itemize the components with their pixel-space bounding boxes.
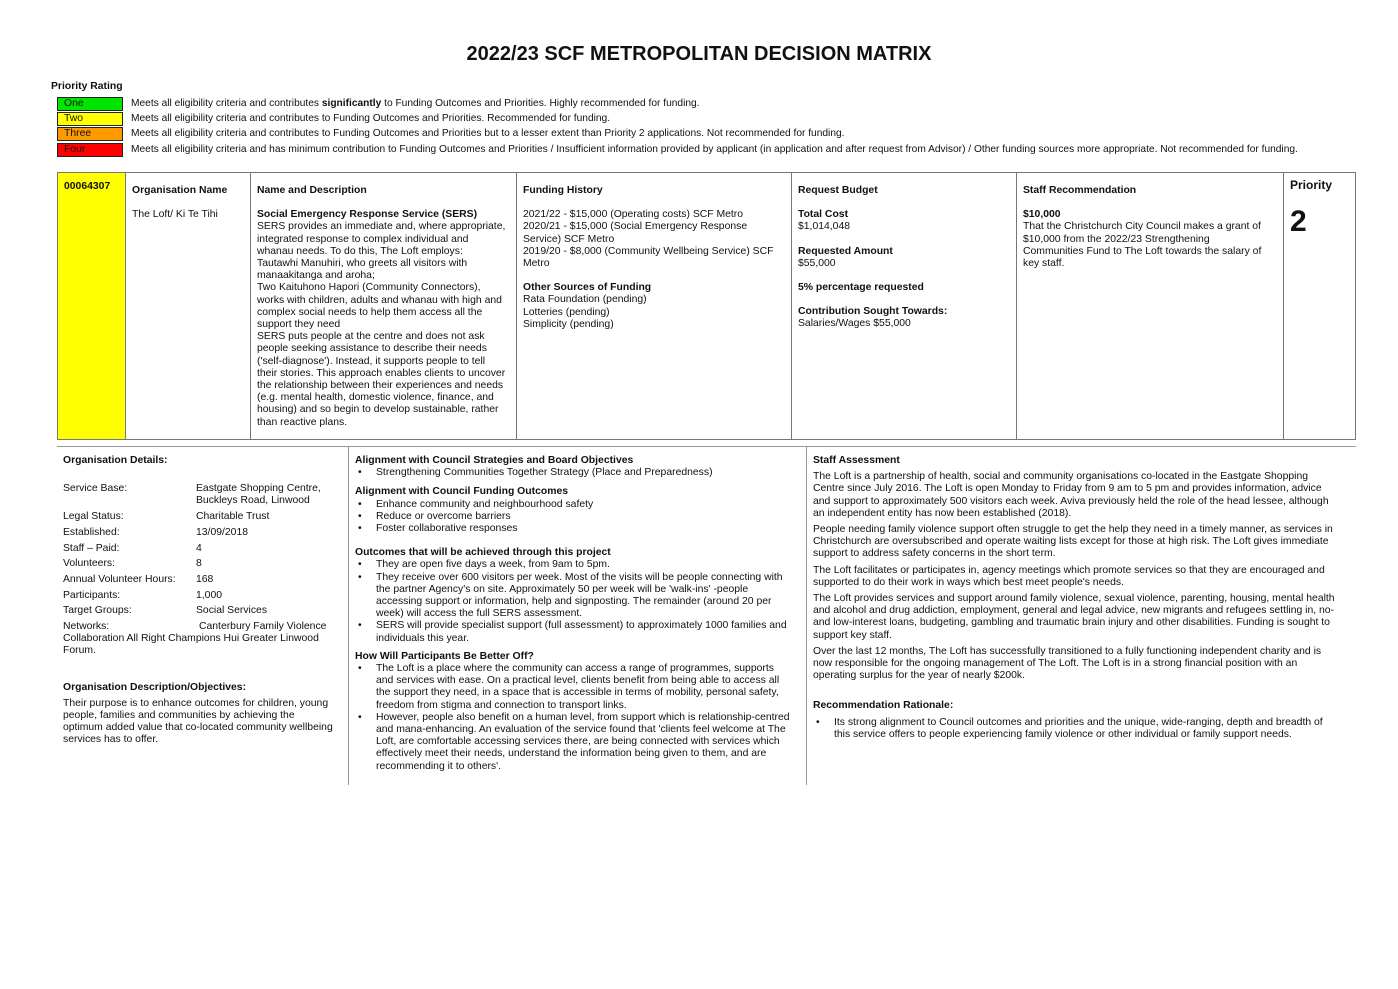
total-cost-label: Total Cost	[798, 209, 849, 221]
rationale-item-line: this service offers to people experiencing family violence or other individual or family support needs.	[834, 728, 1292, 740]
application-id: 00064307	[64, 181, 111, 192]
rationale-item-line: • Its strong alignment to Council outcomes and priorities and the unique, wide-ranging, depth and breadth of	[834, 716, 1323, 728]
contribution-label: Contribution Sought Towards:	[798, 306, 948, 318]
assessment-line: an independent entity has now been established (2018).	[813, 507, 1072, 519]
funding-history-line: 2019/20 - $8,000 (Community Wellbeing Service) SCF	[523, 245, 774, 257]
staff-assessment-text	[813, 471, 1353, 682]
project-outcomes-list	[355, 559, 803, 644]
other-sources-list	[523, 294, 785, 331]
requested-amount-label: Requested Amount	[798, 245, 893, 257]
org-detail-value	[196, 605, 267, 617]
org-detail-value-line: 13/09/2018	[196, 526, 249, 538]
contribution-value: Salaries/Wages $55,000	[798, 318, 911, 330]
funding-outcome-item	[355, 499, 803, 511]
better-off-header: How Will Participants Be Better Off?	[355, 650, 534, 662]
rationale-list	[813, 717, 1353, 741]
staff-assessment-header: Staff Assessment	[813, 455, 900, 466]
rationale-header: Recommendation Rationale:	[813, 700, 954, 712]
priority-level-row	[57, 143, 1298, 157]
staff-recommendation-line: That the Christchurch City Council makes a grant of	[1023, 221, 1261, 233]
request-budget-cell	[791, 173, 1016, 439]
project-outcome-item	[355, 572, 803, 621]
priority-description: Meets all eligibility criteria and contributes to Funding Outcomes and Priorities. Recommended for funding.	[131, 112, 611, 124]
other-source-item: Simplicity (pending)	[523, 318, 614, 330]
assessment-line: support key staff.	[813, 629, 892, 641]
project-outcome-item-line: individuals this year.	[376, 632, 469, 644]
assessment-line: operating surplus for the year of nearly $200k.	[813, 670, 1025, 682]
better-off-item-line: • The Loft is a place where the community can access a range of programmes, supports	[376, 663, 774, 675]
org-detail-value-line: 8	[196, 558, 202, 570]
strategy-item	[355, 467, 803, 479]
column-divider-left	[348, 447, 349, 785]
better-off-item-line: recommending it to others'.	[376, 760, 501, 772]
org-detail-value	[196, 590, 222, 602]
org-details-header: Organisation Details:	[63, 455, 168, 466]
org-detail-label: Service Base:	[63, 483, 128, 495]
org-description-line: services has to offer.	[63, 734, 159, 746]
org-networks-row	[63, 621, 343, 633]
staff-recommendation-amount: $10,000	[1023, 209, 1061, 221]
alignment-section	[355, 455, 803, 773]
priority-description-emphasis: significantly	[321, 97, 382, 109]
better-off-item	[355, 712, 803, 773]
org-detail-label: Target Groups:	[63, 605, 132, 617]
description-line: housing) and so begin to develop sustainable, rather	[257, 404, 499, 416]
request-budget-header: Request Budget	[798, 185, 878, 196]
org-networks-line: Collaboration All Right Champions Hui Greater Linwood	[63, 633, 319, 645]
description-line: integrated response to complex individual and	[257, 233, 469, 245]
assessment-paragraph	[813, 471, 1353, 520]
org-detail-value	[196, 527, 248, 539]
project-outcome-item	[355, 620, 803, 644]
description-line: whanau needs. To do this, The Loft employs:	[257, 245, 463, 257]
better-off-item-line: Loft, are comfortable accessing services there, are being connected with services which	[376, 736, 780, 748]
org-description-line: optimum added value that co-located community wellbeing	[63, 722, 333, 734]
funding-history-line: Service) SCF Metro	[523, 233, 615, 245]
assessment-line: Over the last 12 months, The Loft has successfully transitioned to a fully functioning independent charity and is	[813, 645, 1322, 657]
org-name-cell	[125, 173, 250, 439]
priority-description: Meets all eligibility criteria and contributes to Funding Outcomes and Priorities but to a lesser extent than Priority 2 applications. Not recommended for funding.	[131, 127, 845, 139]
description-line: complex social needs to help them access all the	[257, 306, 483, 318]
assessment-paragraph	[813, 524, 1353, 561]
rationale-item	[813, 717, 1353, 741]
org-detail-label: Established:	[63, 526, 120, 538]
description-line: than reactive plans.	[257, 416, 348, 428]
better-off-item-line: • However, people also benefit on a human level, from support which is relationship-centred	[376, 711, 790, 723]
assessment-paragraph	[813, 565, 1353, 589]
assessment-paragraph	[813, 646, 1353, 683]
other-source-item: Rata Foundation (pending)	[523, 294, 647, 306]
assessment-line: The Loft is a partnership of health, social and community organisations co-located in the Eastgate Shopping	[813, 471, 1309, 483]
org-detail-row	[63, 558, 343, 570]
staff-recommendation-line: key staff.	[1023, 258, 1065, 270]
priority-header: Priority	[1290, 178, 1333, 192]
funding-history-line: 2020/21 - $15,000 (Social Emergency Response	[523, 221, 748, 233]
priority-rating-label: Priority Rating	[51, 81, 123, 92]
better-off-list	[355, 663, 803, 773]
org-name-header: Organisation Name	[132, 185, 228, 196]
better-off-item-line: and services with ease. On a practical level, clients benefit from being able to access all	[376, 675, 780, 687]
org-detail-label: Annual Volunteer Hours:	[63, 573, 176, 585]
project-outcome-item-line: accessing support or information, help and signposting. The remainder (around 20 per	[376, 596, 772, 608]
org-detail-row	[63, 574, 343, 586]
requested-amount-value: $55,000	[798, 257, 836, 269]
staff-recommendation-line: $10,000 from the 2022/23 Strengthening	[1023, 233, 1210, 245]
better-off-item	[355, 663, 803, 712]
org-detail-value-line: Social Services	[196, 605, 268, 617]
description-line: ('self-diagnose'). Instead, it supports people to tell	[257, 355, 486, 367]
org-detail-value-line: 1,000	[196, 589, 223, 601]
funding-history-line: Metro	[523, 258, 550, 270]
description-line: (e.g. mental health, domestic violence, finance, and	[257, 392, 494, 404]
org-networks-continued	[63, 633, 343, 657]
project-outcomes-header: Outcomes that will be achieved through this project	[355, 547, 611, 559]
description-line: their stories. This approach enables clients to uncover	[257, 367, 506, 379]
better-off-item-line: the support they need, in a space that is accessible in terms of mobility, personal safety,	[376, 687, 779, 699]
org-detail-value-line: 4	[196, 542, 202, 554]
assessment-line: now responsible for the ongoing management of The Loft. The Loft is in a strong financial position with an	[813, 658, 1298, 670]
assessment-line: The Loft provides services and support around family violence, sexual violence, parenting, housing, mental health	[813, 593, 1335, 605]
staff-recommendation-header: Staff Recommendation	[1023, 185, 1137, 196]
org-description-line: Their purpose is to enhance outcomes for children, young	[63, 697, 329, 709]
project-outcome-item-line: • They are open five days a week, from 9am to 5pm.	[376, 559, 610, 571]
better-off-item-line: effectively meet their needs, understand the information being given to them, and are	[376, 748, 767, 760]
org-name: The Loft/ Ki Te Tihi	[132, 209, 218, 221]
priority-cell	[1283, 173, 1357, 439]
assessment-line: support to address safety concerns in the short term.	[813, 548, 1056, 560]
org-detail-row	[63, 527, 343, 539]
assessment-line: and alcohol and drug addiction, employment, general and legal advice, new migrants and refugees settling in, no-	[813, 605, 1335, 617]
staff-recommendation-cell	[1016, 173, 1283, 439]
funding-outcome-item-line: • Reduce or overcome barriers	[376, 510, 511, 522]
total-cost-value: $1,014,048	[798, 221, 851, 233]
assessment-line: People needing family violence support often struggle to get the help they need in a timely manner, as services in	[813, 524, 1333, 536]
funding-outcomes-list	[355, 499, 803, 536]
project-outcome-item	[355, 559, 803, 571]
description-line: SERS provides an immediate and, where appropriate,	[257, 221, 506, 233]
priority-level-row	[57, 112, 610, 126]
org-description	[63, 698, 343, 747]
assessment-line: Christchurch are oversubscribed and operate waiting lists except for those at high risk. The Loft gives immediate	[813, 536, 1329, 548]
org-detail-label: Participants:	[63, 589, 121, 601]
priority-swatch: Two	[57, 112, 123, 126]
funding-outcome-item-line: • Foster collaborative responses	[376, 523, 518, 535]
strategies-list	[355, 467, 803, 479]
org-detail-value	[196, 483, 321, 507]
org-detail-label: Legal Status:	[63, 511, 124, 523]
column-divider-right	[806, 447, 807, 785]
application-table	[57, 172, 1356, 440]
description-line: Two Kaituhono Hapori (Community Connectors),	[257, 282, 481, 294]
section-divider	[57, 446, 1356, 447]
staff-recommendation-text	[1023, 221, 1277, 270]
priority-swatch: Four	[57, 143, 123, 157]
other-source-item: Lotteries (pending)	[523, 306, 610, 318]
priority-swatch: One	[57, 97, 123, 111]
page-title: 2022/23 SCF METROPOLITAN DECISION MATRIX	[466, 43, 932, 65]
description-line: Tautawhi Manuhiri, who greets all visitors with	[257, 258, 468, 270]
org-detail-row	[63, 590, 343, 602]
funding-history-list	[523, 209, 785, 270]
org-detail-row	[63, 511, 343, 523]
org-networks-value: Canterbury Family Violence	[199, 621, 327, 633]
staff-assessment-section	[813, 455, 1353, 741]
org-detail-value-line: Buckleys Road, Linwood	[196, 495, 310, 507]
org-detail-label: Staff – Paid:	[63, 542, 120, 554]
project-outcome-item-line: • They receive over 600 visitors per week. Most of the visits will be people connecting with	[376, 571, 783, 583]
org-description-line: people, families and communities by achieving the	[63, 710, 295, 722]
org-detail-value	[196, 543, 202, 555]
better-off-item-line: freedom from stigma and connection to transport links.	[376, 699, 627, 711]
org-detail-value	[196, 558, 202, 570]
org-detail-value	[196, 511, 269, 523]
organisation-details	[63, 455, 343, 747]
name-description-header: Name and Description	[257, 185, 367, 196]
assessment-line: and low-interest loans, budgeting, gambling and traumatic brain injury and other disabilities. Funding is sought to	[813, 617, 1330, 629]
assessment-line: The Loft facilitates or participates in, agency meetings which promote services so that they are encouraged and	[813, 564, 1325, 576]
percentage-requested: 5% percentage requested	[798, 282, 924, 294]
project-outcome-item-line: the partner Agency's on site. Approximately 50 per week will be 'walk-ins' -people	[376, 583, 749, 595]
description-line: works with children, adults and whanau with high and	[257, 294, 502, 306]
assessment-line: supported to do their work in ways which best meet people's needs.	[813, 576, 1124, 588]
staff-recommendation-line: Communities Fund to The Loft towards the salary of	[1023, 245, 1262, 257]
priority-description: Meets all eligibility criteria and contributes significantly to Funding Outcomes and Priorities. Highly recommended for funding.	[131, 97, 700, 109]
org-detail-row	[63, 543, 343, 555]
assessment-paragraph	[813, 593, 1353, 642]
description-line: people seeking assistance to describe their needs	[257, 343, 487, 355]
project-description	[257, 221, 510, 428]
description-line: support they need	[257, 319, 341, 331]
priority-description: Meets all eligibility criteria and has minimum contribution to Funding Outcomes and Priorities / Insufficient information provided by applicant (in application and after request from Advisor) / Other funding sources more appropriate. Not recommended for funding.	[131, 143, 1298, 155]
description-line: manaakitanga and aroha;	[257, 270, 375, 282]
funding-history-header: Funding History	[523, 185, 603, 196]
org-description-header: Organisation Description/Objectives:	[63, 681, 247, 693]
other-sources-header: Other Sources of Funding	[523, 282, 652, 294]
funding-history-line: 2021/22 - $15,000 (Operating costs) SCF Metro	[523, 209, 744, 221]
org-detail-value-line: Eastgate Shopping Centre,	[196, 483, 321, 495]
priority-value: 2	[1290, 205, 1307, 239]
org-networks-line: Forum.	[63, 645, 96, 657]
project-outcome-item-line: week) will access the full SERS assessment.	[376, 608, 583, 620]
better-off-item-line: and mana-enhancing. An evaluation of the service found that 'clients feel welcome at The	[376, 724, 786, 736]
funding-outcomes-header: Alignment with Council Funding Outcomes	[355, 486, 568, 498]
org-details-rows	[63, 483, 343, 617]
org-detail-row	[63, 605, 343, 617]
org-detail-label: Volunteers:	[63, 558, 115, 570]
description-line: SERS puts people at the centre and does not ask	[257, 331, 485, 343]
org-detail-value-line: Charitable Trust	[196, 511, 270, 523]
funding-history-cell	[516, 173, 791, 439]
priority-level-row	[57, 127, 844, 141]
project-name: Social Emergency Response Service (SERS)	[257, 209, 478, 221]
funding-outcome-item	[355, 523, 803, 535]
name-description-cell	[250, 173, 516, 439]
funding-outcome-item-line: • Enhance community and neighbourhood safety	[376, 498, 594, 510]
project-outcome-item-line: • SERS will provide specialist support (full assessment) to approximately 1000 families and	[376, 620, 787, 632]
priority-swatch: Three	[57, 127, 123, 141]
strategy-item-line: • Strengthening Communities Together Strategy (Place and Preparedness)	[376, 467, 713, 479]
description-line: the relationship between their experiences and needs	[257, 380, 504, 392]
application-id-cell	[58, 173, 125, 439]
priority-level-row	[57, 97, 700, 111]
assessment-line: Centre since July 2016. The Loft is open Monday to Friday from 9 am to 5 pm and provides information, advice	[813, 483, 1322, 495]
org-detail-row	[63, 483, 343, 507]
org-detail-value	[196, 574, 213, 586]
strategies-header: Alignment with Council Strategies and Board Objectives	[355, 455, 634, 466]
funding-outcome-item	[355, 511, 803, 523]
org-detail-value-line: 168	[196, 573, 214, 585]
assessment-line: and support to approximately 500 visitors each week. Aviva previously held the role of the head lessee, although	[813, 495, 1329, 507]
org-networks-label: Networks:	[63, 621, 110, 633]
